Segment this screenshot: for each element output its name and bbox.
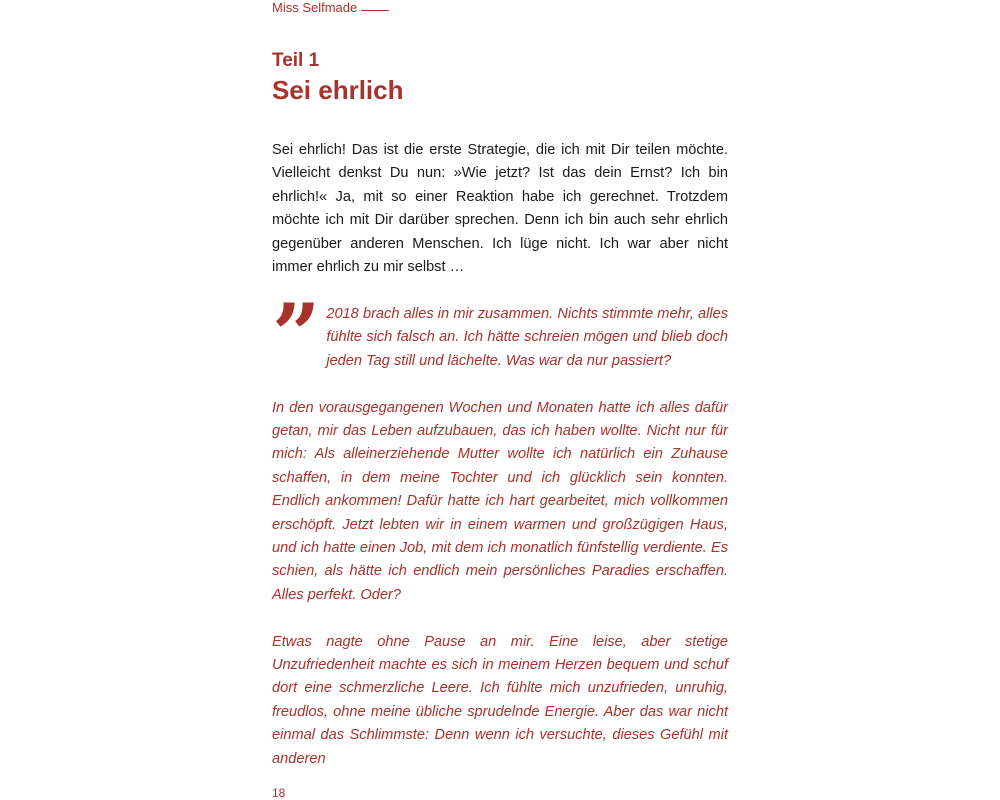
quote-paragraph-1: 2018 brach alles in mir zusammen. Nichts stimmte mehr, alles fühlte sich falsch an. Ich hätte schreien mögen und blieb doch jeden Tag still und lächelte. Was war da nur passiert? — [326, 306, 728, 369]
quote-paragraph-3: Etwas nagte ohne Pause an mir. Eine leise, aber stetige Unzufriedenheit machte es sich in meinem Herzen bequem und schuf dort eine schmerzliche Leere. Ich fühlte mich unzufrieden, unruhig, freudlos, ohne meine übliche sprudelnde Energie. Aber das war nicht einmal das Schlimmste: Denn wenn ich versuchte, dieses Gefühl mit anderen — [272, 633, 728, 767]
chapter-title: Sei ehrlich — [272, 75, 404, 105]
quote-paragraph-2: In den vorausgegangenen Wochen und Monaten hatte ich alles dafür getan, mir das Leben aufzubauen, das ich haben wollte. Nicht nur für mich: Als alleinerziehende Mutter wollte ich natürlich ein Zuhause schaffen, in dem meine Tochter und ich glücklich sein konnten. Endlich ankommen! Dafür hatte ich hart gearbeitet, mich vollkommen erschöpft. Jetzt lebten wir in einem warmen und großzügigen Haus, und ich hatte einen Job, mit dem ich monatlich fünfstellig verdiente. Es schien, als hätte ich endlich mein persönliches Paradies erschaffen. Alles perfekt. Oder? — [272, 399, 728, 603]
page-number: 18 — [272, 786, 286, 800]
running-title: Miss Selfmade — [272, 0, 358, 15]
quote-mark-icon: ” — [272, 285, 317, 384]
running-header — [272, 0, 389, 16]
book-page — [272, 0, 728, 800]
quote-block — [272, 285, 728, 771]
intro-paragraph: Sei ehrlich! Das ist die erste Strategie, die ich mit Dir teilen möchte. Vielleicht denkst Du nun: »Wie jetzt? Ist das dein Ernst? Ich bin ehrlich!« Ja, mit so einer Reaktion habe ich gerechnet. Trotzdem möchte ich mit Dir darüber sprechen. Denn ich bin auch sehr ehrlich gegenüber anderen Menschen. Ich lüge nicht. Ich war aber nicht immer ehrlich zu mir selbst … — [272, 142, 728, 276]
header-rule — [361, 10, 389, 11]
part-label: Teil 1 — [272, 50, 320, 71]
